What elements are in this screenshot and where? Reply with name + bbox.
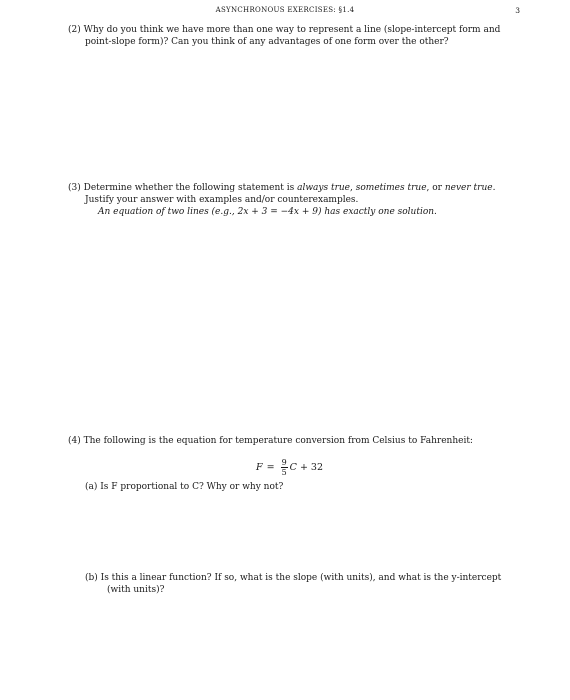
- fraction-denominator: 5: [281, 468, 287, 477]
- end-period: .: [492, 183, 496, 193]
- problem-4-intro: (4) The following is the equation for temperature conversion from Celsius to Fahrenheit:: [68, 436, 473, 446]
- part-b-line-1: (b) Is this a linear function? If so, what is the slope (with units), and what is the y-intercept: [85, 573, 502, 583]
- problem-2-line-1: (2) Why do you think we have more than one way to represent a line (slope-intercept form and: [68, 25, 501, 35]
- running-header: ASYNCHRONOUS EXERCISES: §1.4: [215, 6, 355, 14]
- always-true-term: always true: [297, 183, 351, 193]
- equation-constant: + 32: [299, 462, 324, 473]
- fraction-numerator: 9: [281, 458, 287, 467]
- equation-variable: C: [289, 462, 297, 473]
- problem-3: [68, 182, 523, 218]
- problem-4-part-a: [85, 481, 525, 493]
- problem-3-line-1: [68, 182, 523, 194]
- problem-3-prompt: (3) Determine whether the following statement is: [68, 183, 298, 193]
- separator-1: ,: [350, 183, 356, 193]
- sometimes-true-term: sometimes true: [355, 183, 427, 193]
- problem-4-part-b: [85, 572, 525, 596]
- problem-3-statement: An equation of two lines (e.g., 2x + 3 = −4x + 9) has exactly one solution.: [98, 207, 437, 217]
- conversion-equation: [256, 458, 323, 477]
- never-true-term: never true: [444, 183, 493, 193]
- separator-2: , or: [426, 183, 445, 193]
- equation-equals: =: [266, 462, 275, 473]
- problem-3-line-2: Justify your answer with examples and/or counterexamples.: [85, 195, 359, 205]
- part-a-text: (a) Is F proportional to C? Why or why not?: [85, 482, 284, 492]
- problem-4: [68, 435, 523, 447]
- equation-lhs: F: [256, 462, 263, 473]
- page-number: 3: [515, 6, 520, 15]
- part-b-line-2: (with units)?: [107, 585, 165, 595]
- equation-fraction: [281, 458, 288, 477]
- problem-2-line-2: point-slope form)? Can you think of any advantages of one form over the other?: [85, 37, 449, 47]
- problem-2: [68, 24, 523, 48]
